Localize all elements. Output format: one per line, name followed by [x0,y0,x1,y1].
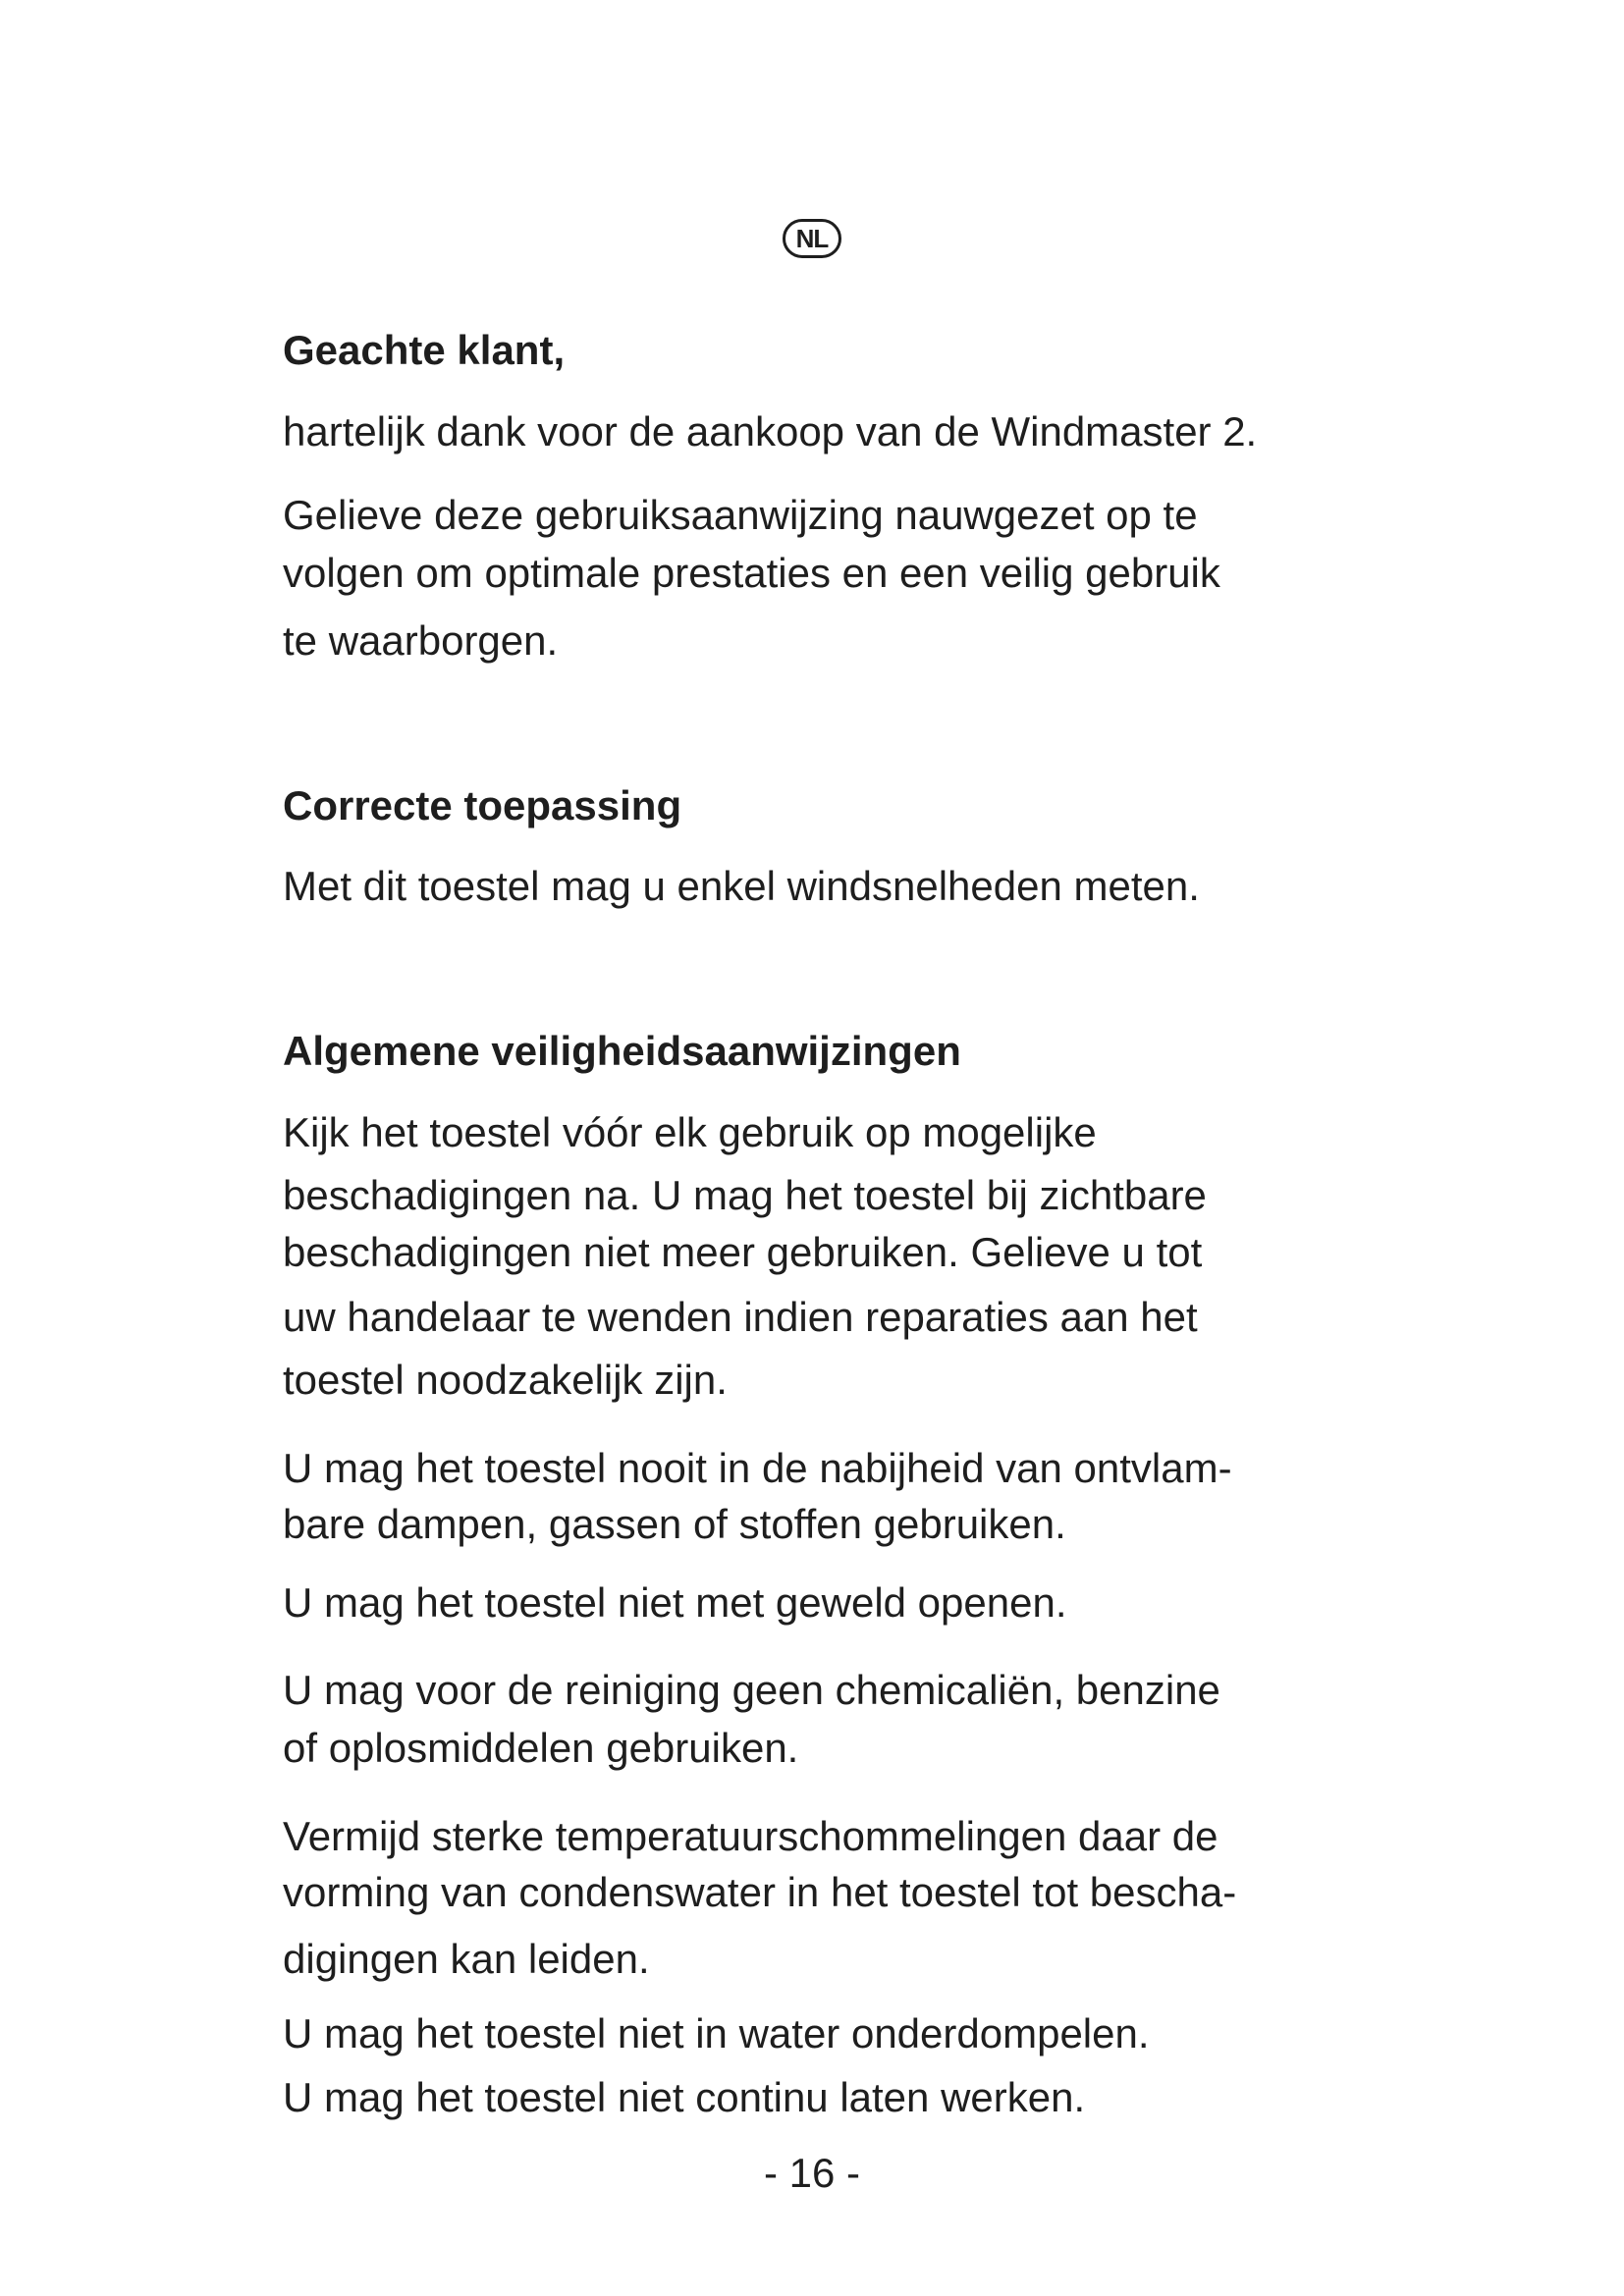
greeting-line: te waarborgen. [283,617,559,664]
safety-line: U mag het toestel niet in water onderdompelen. [283,2010,1150,2056]
language-badge-nl: NL [783,219,841,258]
safety-heading: Algemene veiligheidsaanwijzingen [283,1028,961,1074]
safety-line: of oplosmiddelen gebruiken. [283,1725,799,1771]
safety-line: digingen kan leiden. [283,1936,650,1982]
safety-line: bare dampen, gassen of stoffen gebruiken. [283,1501,1066,1547]
safety-line: uw handelaar te wenden indien reparaties aan het [283,1294,1198,1340]
greeting-line: volgen om optimale prestaties en een veilig gebruik [283,550,1220,596]
greeting-line: Gelieve deze gebruiksaanwijzing nauwgezet op te [283,492,1198,538]
safety-line: beschadigingen niet meer gebruiken. Gelieve u tot [283,1229,1203,1275]
page-number: - 16 - [763,2150,861,2196]
greeting-line: hartelijk dank voor de aankoop van de Windmaster 2. [283,408,1258,454]
safety-line: U mag het toestel nooit in de nabijheid van ontvlam- [283,1445,1232,1491]
safety-line: Vermijd sterke temperatuurschommelingen daar de [283,1813,1218,1859]
safety-line: Kijk het toestel vóór elk gebruik op mogelijke [283,1109,1097,1155]
correct-use-line: Met dit toestel mag u enkel windsnelheden meten. [283,863,1200,909]
correct-use-heading: Correcte toepassing [283,782,682,828]
safety-line: toestel noodzakelijk zijn. [283,1357,728,1403]
safety-line: U mag voor de reiniging geen chemicaliën, benzine [283,1667,1220,1713]
safety-line: U mag het toestel niet met geweld openen. [283,1579,1067,1626]
greeting-heading: Geachte klant, [283,327,566,373]
safety-line: U mag het toestel niet continu laten werken. [283,2074,1086,2120]
safety-line: vorming van condenswater in het toestel tot bescha- [283,1869,1237,1915]
safety-line: beschadigingen na. U mag het toestel bij zichtbare [283,1172,1207,1218]
